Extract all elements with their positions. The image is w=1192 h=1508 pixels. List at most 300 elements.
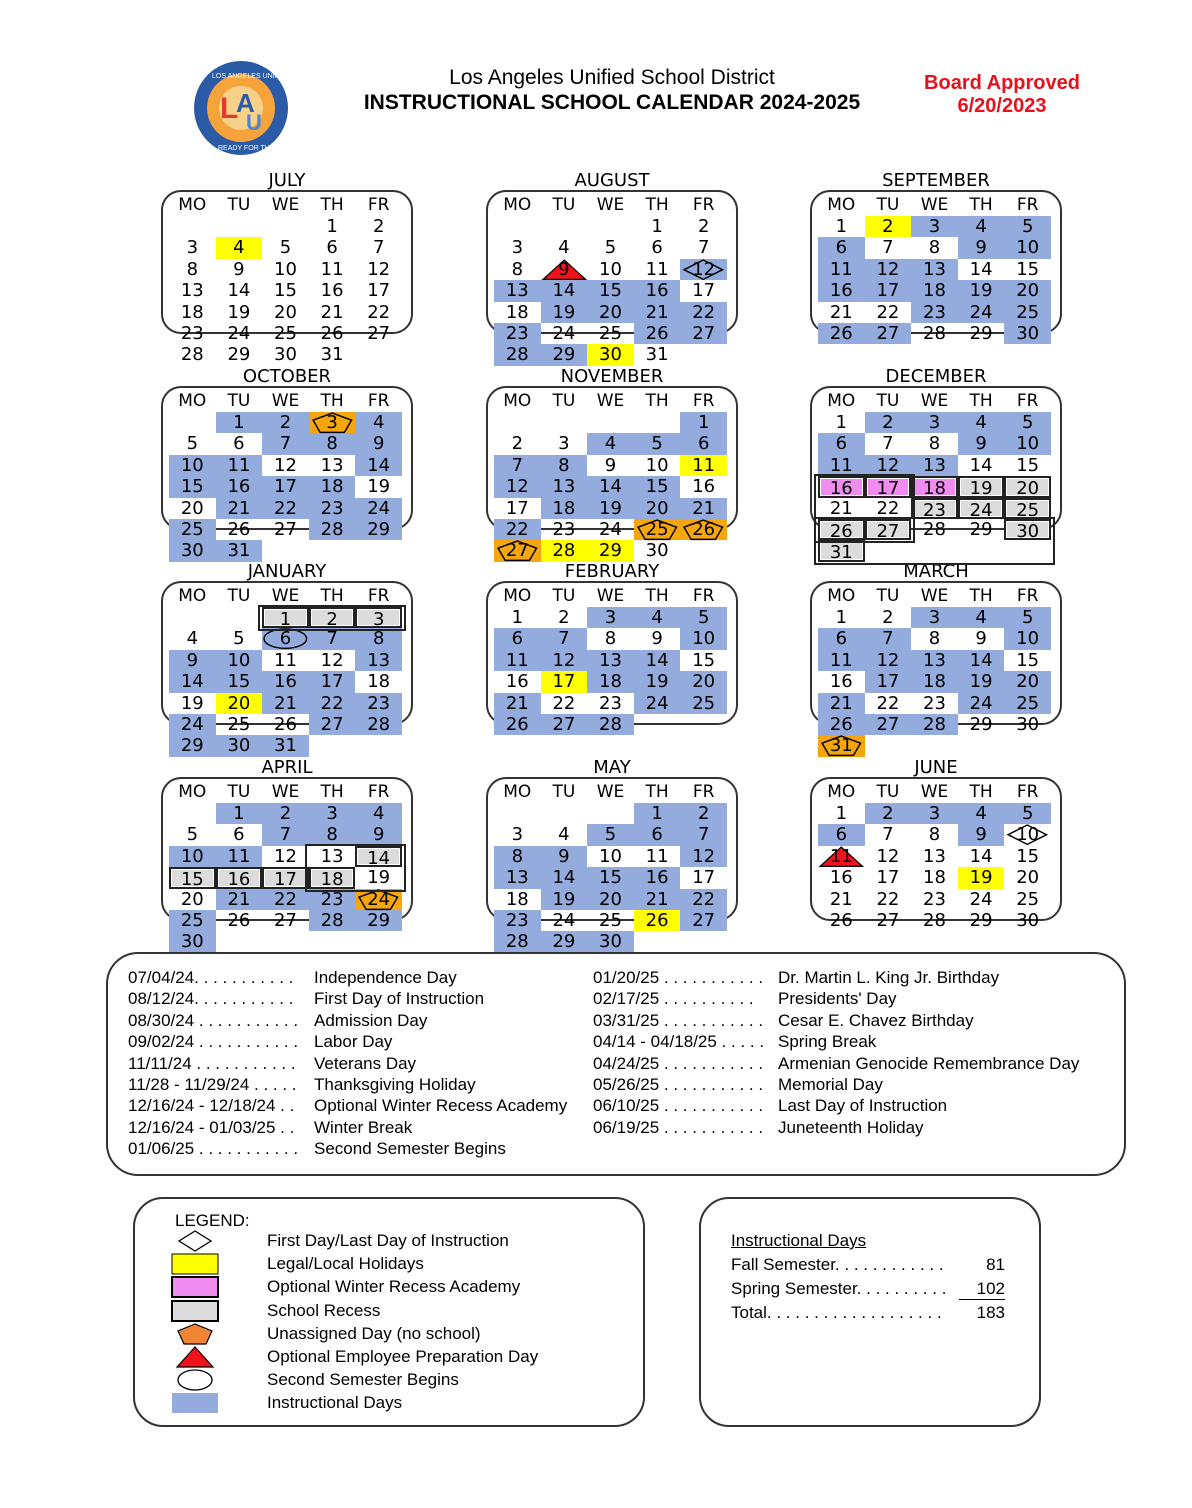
day-number: 22 <box>274 888 297 910</box>
weekday-header: WE <box>920 586 949 606</box>
calendar-day <box>911 259 958 280</box>
calendar-day <box>355 803 402 824</box>
calendar-day <box>169 910 216 931</box>
calendar-day <box>1004 237 1051 258</box>
month-december <box>810 366 1062 566</box>
weekday-header: WE <box>271 195 300 215</box>
weekday-header: FR <box>367 782 390 802</box>
calendar-day <box>818 607 865 628</box>
calendar-day <box>355 455 402 476</box>
day-number: 10 <box>1016 237 1040 259</box>
calendar-day <box>169 628 216 649</box>
calendar-day <box>169 693 216 714</box>
calendar-day <box>1004 259 1051 280</box>
day-number: 11 <box>227 845 251 867</box>
day-number: 5 <box>697 607 710 628</box>
calendar-day <box>865 280 912 301</box>
weekday-header: MO <box>503 782 532 802</box>
day-number: 6 <box>651 237 663 259</box>
day-number: 2 <box>279 803 292 824</box>
calendar-day <box>958 412 1005 433</box>
calendar-day <box>865 889 912 910</box>
month-name: NOVEMBER <box>560 366 664 387</box>
calendar-day <box>216 735 263 756</box>
calendar-day <box>309 455 356 476</box>
calendar-day <box>1004 607 1051 628</box>
weekday-header: FR <box>367 195 390 215</box>
weekday-header: WE <box>596 391 625 411</box>
weekday-header: TU <box>227 586 251 606</box>
day-number: 24 <box>552 323 576 344</box>
day-number: 26 <box>829 323 853 344</box>
calendar-day <box>818 237 865 258</box>
calendar-day <box>541 650 588 671</box>
important-dates-box <box>106 952 1126 1176</box>
weekday-header: WE <box>920 782 949 802</box>
day-number: 27 <box>876 323 900 344</box>
calendar-day <box>680 803 727 824</box>
calendar-day <box>958 323 1005 344</box>
day-number: 17 <box>320 671 344 693</box>
day-number: 12 <box>692 258 716 280</box>
calendar-day <box>262 259 309 280</box>
important-event: Presidents' Day <box>778 989 897 1009</box>
day-number: 17 <box>876 671 900 693</box>
calendar-day <box>309 323 356 344</box>
day-number: 18 <box>180 301 204 323</box>
calendar-day <box>865 650 912 671</box>
day-number: 6 <box>511 628 524 650</box>
calendar-day <box>958 433 1005 454</box>
day-number: 4 <box>975 607 987 628</box>
day-number: 11 <box>829 649 853 671</box>
day-number: 17 <box>876 478 900 500</box>
day-number: 1 <box>511 607 524 628</box>
calendar-day <box>958 607 1005 628</box>
calendar-day <box>911 714 958 735</box>
weekday-header: TU <box>552 586 576 606</box>
calendar-day <box>818 650 865 671</box>
day-number: 13 <box>923 845 946 867</box>
calendar-day <box>958 824 1005 845</box>
day-number: 4 <box>233 237 245 259</box>
day-number: 26 <box>645 323 669 344</box>
weekday-header: WE <box>271 782 300 802</box>
day-number: 27 <box>367 323 391 344</box>
day-number: 14 <box>969 258 993 280</box>
day-number: 13 <box>923 454 946 476</box>
calendar-day <box>541 455 588 476</box>
day-number: 13 <box>923 649 946 671</box>
calendar-day <box>865 607 912 628</box>
calendar-day <box>541 931 588 952</box>
calendar-day <box>818 323 865 344</box>
day-number: 16 <box>829 671 853 693</box>
day-number: 19 <box>180 692 204 714</box>
day-number: 19 <box>552 888 576 910</box>
weekday-header: MO <box>827 195 856 215</box>
day-number: 27 <box>274 910 297 931</box>
calendar-day <box>494 540 541 561</box>
day-number: 8 <box>604 628 617 650</box>
calendar-day <box>958 628 1005 649</box>
day-number: 9 <box>372 824 385 846</box>
day-number: 8 <box>372 628 385 650</box>
calendar-day <box>634 910 681 931</box>
calendar-day <box>262 867 309 891</box>
weekday-header: TU <box>876 782 900 802</box>
month-november <box>486 366 738 566</box>
calendar-day <box>169 433 216 454</box>
calendar-day <box>541 302 588 323</box>
calendar-day <box>494 237 541 258</box>
calendar-day <box>169 476 216 497</box>
day-number: 16 <box>227 869 251 891</box>
month-name: APRIL <box>261 757 313 778</box>
calendar-day <box>262 628 309 649</box>
calendar-day <box>494 714 541 735</box>
calendar-day <box>216 344 263 365</box>
day-number: 22 <box>692 888 716 910</box>
calendar-day <box>262 693 309 714</box>
calendar-day <box>680 237 727 258</box>
day-number: 12 <box>505 476 529 498</box>
weekday-header: TU <box>876 195 900 215</box>
day-number: 1 <box>835 803 848 824</box>
day-number: 20 <box>180 888 204 910</box>
calendar-day <box>355 280 402 301</box>
calendar-day <box>818 455 865 476</box>
day-number: 23 <box>505 323 529 344</box>
day-number: 27 <box>505 540 529 562</box>
calendar-day <box>911 803 958 824</box>
day-number: 16 <box>227 476 251 498</box>
day-number: 23 <box>923 692 946 714</box>
weekday-header: FR <box>1016 195 1039 215</box>
day-number: 19 <box>367 476 391 498</box>
calendar-day <box>1004 671 1051 692</box>
day-number: 25 <box>1016 692 1040 714</box>
month-name: MAY <box>593 757 631 778</box>
calendar-day <box>216 498 263 519</box>
month-october <box>161 366 413 566</box>
calendar-day <box>587 931 634 952</box>
calendar-day <box>958 671 1005 692</box>
calendar-day <box>911 824 958 845</box>
calendar-day <box>818 519 865 540</box>
calendar-day <box>587 455 634 476</box>
weekday-header: MO <box>178 391 207 411</box>
day-number: 21 <box>829 692 853 714</box>
day-number: 25 <box>1016 499 1040 521</box>
calendar-day <box>634 867 681 888</box>
day-number: 17 <box>367 280 391 302</box>
calendar-day <box>587 693 634 714</box>
calendar-day <box>958 714 1005 735</box>
calendar-day <box>818 412 865 433</box>
day-number: 30 <box>227 735 251 757</box>
day-number: 13 <box>505 280 529 302</box>
day-number: 8 <box>928 237 941 259</box>
day-number: 28 <box>505 931 529 953</box>
weekday-header: MO <box>503 586 532 606</box>
calendar-day <box>355 519 402 540</box>
day-number: 5 <box>1021 607 1034 628</box>
legend-recess-icon <box>171 1300 219 1322</box>
calendar-day <box>958 693 1005 714</box>
weekday-header: WE <box>271 391 300 411</box>
calendar-day <box>680 455 727 476</box>
calendar-day <box>958 259 1005 280</box>
weekday-header: TH <box>645 782 669 802</box>
calendar-day <box>911 519 958 540</box>
weekday-header: TH <box>969 391 993 411</box>
calendar-day <box>680 302 727 323</box>
month-name: MARCH <box>903 561 969 582</box>
calendar-day <box>911 323 958 344</box>
legend-label: Optional Employee Preparation Day <box>267 1347 539 1366</box>
important-event: Juneteenth Holiday <box>778 1117 924 1137</box>
important-event: Thanksgiving Holiday <box>314 1075 476 1094</box>
day-number: 5 <box>1021 216 1034 237</box>
day-number: 10 <box>180 845 204 867</box>
calendar-day <box>309 433 356 454</box>
day-number: 11 <box>227 454 251 476</box>
day-number: 16 <box>320 280 344 302</box>
day-number: 20 <box>1016 671 1040 693</box>
calendar-day <box>262 412 309 433</box>
calendar-day <box>355 889 402 910</box>
total-value: 183 <box>976 1303 1005 1322</box>
day-number: 22 <box>692 301 716 323</box>
weekday-header: WE <box>920 195 949 215</box>
day-number: 12 <box>274 845 297 867</box>
calendar-day <box>634 803 681 824</box>
calendar-day <box>1004 693 1051 714</box>
calendar-day <box>587 628 634 649</box>
calendar-day <box>541 910 588 931</box>
day-number: 22 <box>320 692 344 714</box>
day-number: 6 <box>835 628 848 650</box>
day-number: 17 <box>274 869 297 891</box>
day-number: 10 <box>274 258 297 280</box>
calendar-day <box>309 910 356 931</box>
important-event: Admission Day <box>314 1010 428 1030</box>
calendar-day <box>911 498 958 519</box>
day-number: 22 <box>505 519 529 540</box>
day-number: 14 <box>180 671 204 693</box>
calendar-day <box>309 714 356 735</box>
calendar-day <box>865 693 912 714</box>
weekday-header: WE <box>596 782 625 802</box>
calendar-day <box>216 280 263 301</box>
calendar-title: INSTRUCTIONAL SCHOOL CALENDAR 2024-2025 <box>363 91 861 114</box>
calendar-day <box>216 455 263 476</box>
calendar-day <box>494 650 541 671</box>
calendar-day <box>680 867 727 888</box>
day-number: 30 <box>180 540 204 562</box>
calendar-day <box>494 280 541 301</box>
day-number: 7 <box>882 433 894 455</box>
month-name: DECEMBER <box>885 366 987 387</box>
day-number: 23 <box>320 497 344 519</box>
day-number: 10 <box>180 454 204 476</box>
calendar-day <box>1004 867 1051 888</box>
day-number: 29 <box>969 910 993 931</box>
calendar-day <box>169 846 216 867</box>
day-number: 31 <box>645 344 669 366</box>
calendar-day <box>1004 803 1051 824</box>
day-number: 31 <box>227 540 251 562</box>
day-number: 4 <box>604 433 617 455</box>
month-july <box>161 170 413 370</box>
calendar-day <box>587 910 634 931</box>
day-number: 3 <box>372 609 385 630</box>
day-number: 17 <box>552 671 576 693</box>
important-event: Veterans Day <box>314 1053 417 1073</box>
calendar-day <box>309 259 356 280</box>
day-number: 10 <box>599 258 622 280</box>
day-number: 29 <box>969 519 993 540</box>
day-number: 18 <box>552 497 576 519</box>
important-event: Dr. Martin L. King Jr. Birthday <box>778 968 1000 987</box>
day-number: 19 <box>599 497 622 519</box>
day-number: 9 <box>975 237 987 259</box>
day-number: 28 <box>180 344 204 366</box>
weekday-header: TU <box>227 782 251 802</box>
weekday-header: FR <box>692 195 715 215</box>
day-number: 19 <box>367 867 391 889</box>
calendar-day <box>1004 650 1051 671</box>
calendar-day <box>587 237 634 258</box>
calendar-day <box>958 280 1005 301</box>
day-number: 3 <box>326 412 338 433</box>
day-number: 19 <box>969 671 993 693</box>
day-number: 24 <box>367 888 391 910</box>
day-number: 19 <box>227 301 251 323</box>
weekday-header: MO <box>503 391 532 411</box>
day-number: 6 <box>835 237 848 259</box>
day-number: 7 <box>882 824 894 846</box>
day-number: 11 <box>320 258 344 280</box>
day-number: 3 <box>928 412 941 433</box>
day-number: 2 <box>882 803 894 824</box>
important-event: Optional Winter Recess Academy <box>314 1096 568 1116</box>
calendar-day <box>541 498 588 519</box>
calendar-day <box>494 302 541 323</box>
calendar-day <box>587 302 634 323</box>
calendar-day <box>1004 714 1051 735</box>
calendar-day <box>216 412 263 433</box>
calendar-day <box>634 216 681 237</box>
weekday-header: TH <box>645 586 669 606</box>
calendar-day <box>865 714 912 735</box>
day-number: 10 <box>1016 824 1040 846</box>
calendar-day <box>355 302 402 323</box>
calendar-day <box>309 237 356 258</box>
day-number: 23 <box>320 888 344 910</box>
legend-diamond-icon <box>171 1230 219 1252</box>
legend-label: First Day/Last Day of Instruction <box>267 1231 509 1250</box>
calendar-day <box>865 412 912 433</box>
calendar-day <box>680 650 727 671</box>
day-number: 24 <box>645 692 669 714</box>
calendar-day <box>587 476 634 497</box>
calendar-day <box>541 846 588 867</box>
calendar-day <box>680 519 727 540</box>
important-date: 08/12/24. . . . . . . . . . . <box>128 989 294 1009</box>
day-number: 28 <box>505 344 529 366</box>
important-date: 01/06/25 . . . . . . . . . . . <box>128 1139 299 1159</box>
calendar-day <box>494 476 541 497</box>
day-number: 26 <box>829 521 853 542</box>
day-number: 20 <box>599 888 622 910</box>
calendar-day <box>262 803 309 824</box>
day-number: 31 <box>274 735 297 757</box>
day-number: 9 <box>975 824 987 846</box>
day-number: 9 <box>975 628 987 650</box>
day-number: 7 <box>326 628 338 650</box>
day-number: 11 <box>829 258 853 280</box>
calendar-day <box>958 455 1005 476</box>
important-event: Memorial Day <box>778 1075 883 1094</box>
day-number: 19 <box>969 478 993 500</box>
calendar-day <box>216 259 263 280</box>
calendar-day <box>1004 455 1051 476</box>
weekday-header: MO <box>827 391 856 411</box>
day-number: 10 <box>227 649 251 671</box>
calendar-day <box>494 671 541 692</box>
day-number: 3 <box>186 237 199 259</box>
calendar-day <box>634 323 681 344</box>
day-number: 7 <box>279 824 292 846</box>
calendar-day <box>634 476 681 497</box>
day-number: 3 <box>511 824 524 846</box>
weekday-header: WE <box>920 391 949 411</box>
day-number: 27 <box>692 323 716 344</box>
calendar-day <box>355 824 402 845</box>
district-name: Los Angeles Unified School District <box>449 66 775 89</box>
calendar-day <box>865 803 912 824</box>
day-number: 14 <box>599 476 622 498</box>
calendar-day <box>216 693 263 714</box>
day-number: 22 <box>876 692 900 714</box>
day-number: 22 <box>274 497 297 519</box>
calendar-day <box>169 323 216 344</box>
legend-holiday-icon <box>171 1253 219 1275</box>
important-date: 01/20/25 . . . . . . . . . . . <box>593 968 764 987</box>
calendar-day <box>262 476 309 497</box>
calendar-day <box>818 540 865 564</box>
calendar-day <box>865 323 912 344</box>
weekday-header: MO <box>178 195 207 215</box>
day-number: 23 <box>923 499 946 521</box>
calendar-day <box>680 433 727 454</box>
day-number: 10 <box>1016 628 1040 650</box>
calendar-day <box>634 237 681 258</box>
calendar-day <box>587 498 634 519</box>
fall-semester-value: 81 <box>986 1255 1005 1274</box>
important-date: 08/30/24 . . . . . . . . . . . <box>128 1010 299 1030</box>
day-number: 9 <box>604 454 617 476</box>
calendar-day <box>262 323 309 344</box>
day-number: 21 <box>645 301 669 323</box>
day-number: 29 <box>969 323 993 344</box>
day-number: 20 <box>1016 478 1040 500</box>
weekday-header: TU <box>552 782 576 802</box>
calendar-day <box>911 867 958 888</box>
day-number: 28 <box>923 714 946 735</box>
